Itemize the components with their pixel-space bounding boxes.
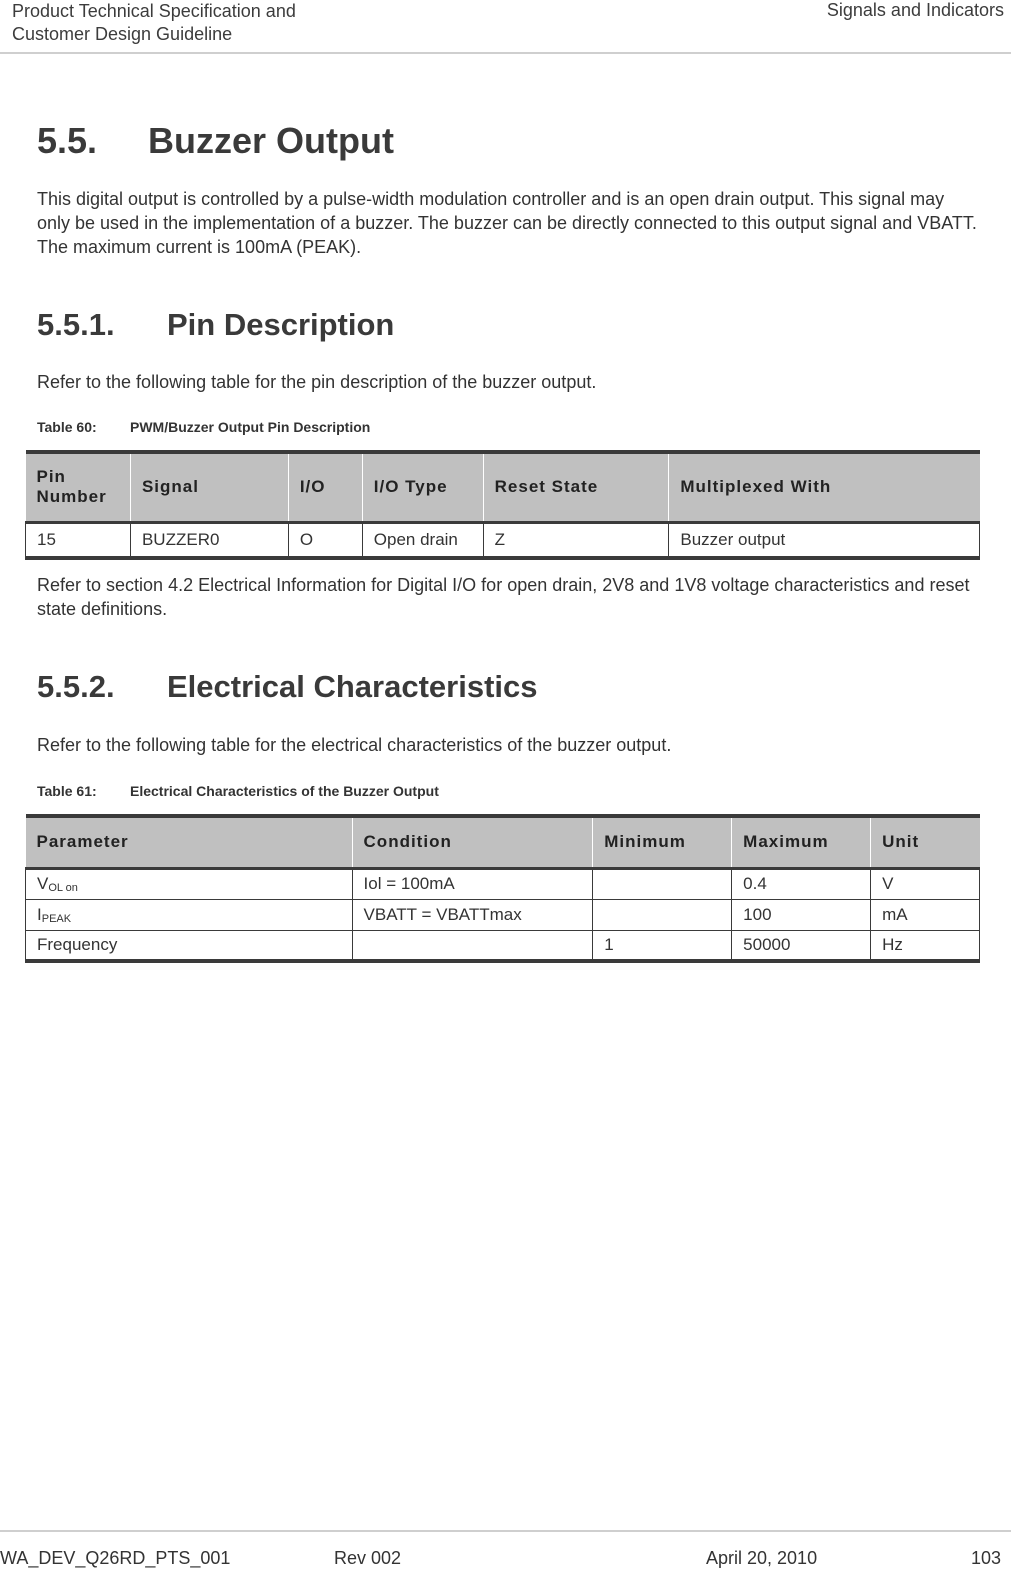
- maximum-cell: 0.4: [732, 868, 871, 899]
- col-header: Maximum: [732, 816, 871, 868]
- section-heading: [37, 120, 394, 162]
- condition-cell: Iol = 100mA: [352, 868, 593, 899]
- minimum-cell: [593, 899, 732, 930]
- table-cell: Buzzer output: [669, 522, 980, 558]
- minimum-cell: 1: [593, 930, 732, 961]
- pin-description-title: Pin Description: [167, 307, 395, 342]
- table-cell: Open drain: [362, 522, 483, 558]
- table-61-caption-text: Electrical Characteristics of the Buzzer Output: [130, 783, 439, 799]
- condition-cell: VBATT = VBATTmax: [352, 899, 593, 930]
- table-cell: BUZZER0: [130, 522, 288, 558]
- col-header: Minimum: [593, 816, 732, 868]
- col-header: Reset State: [483, 452, 669, 522]
- table-60-caption: [37, 419, 370, 435]
- footer-revision: Rev 002: [334, 1548, 402, 1568]
- param-subscript: PEAK: [41, 912, 72, 925]
- table-row: [26, 930, 980, 961]
- pin-description-heading: [37, 307, 394, 343]
- electrical-table: [25, 814, 980, 963]
- maximum-cell: 100: [732, 899, 871, 930]
- page-footer: [0, 1530, 1011, 1585]
- unit-cell: Hz: [871, 930, 980, 961]
- minimum-cell: [593, 868, 732, 899]
- col-header: Signal: [130, 452, 288, 522]
- table-row: [26, 899, 980, 930]
- table-row: [26, 522, 980, 558]
- condition-cell: [352, 930, 593, 961]
- pin-description-intro: Refer to the following table for the pin description of the buzzer output.: [37, 372, 597, 392]
- col-header: Multiplexed With: [669, 452, 980, 522]
- param-cell: [26, 868, 353, 899]
- param-cell: [26, 930, 353, 961]
- table-61-caption: [37, 783, 439, 799]
- table-cell: 15: [26, 522, 131, 558]
- pin-description-number: 5.5.1.: [37, 307, 115, 342]
- table-60-caption-number: Table 60:: [37, 419, 97, 435]
- table-60-caption-text: PWM/Buzzer Output Pin Description: [130, 419, 371, 435]
- param-cell: [26, 899, 353, 930]
- header-title-line1: Product Technical Specification and: [12, 1, 296, 21]
- table-header-row: [26, 816, 980, 868]
- col-header: Pin Number: [26, 452, 131, 522]
- table-row: [26, 868, 980, 899]
- col-header: I/O Type: [362, 452, 483, 522]
- electrical-heading: [37, 669, 538, 705]
- param-main: Frequency: [37, 934, 118, 954]
- electrical-title: Electrical Characteristics: [167, 669, 538, 704]
- table-header-row: [26, 452, 980, 522]
- unit-cell: mA: [871, 899, 980, 930]
- col-header: Parameter: [26, 816, 353, 868]
- page-header: [0, 0, 1011, 54]
- header-doc-title: [12, 0, 296, 46]
- col-header: Condition: [352, 816, 593, 868]
- footer-date: April 20, 2010: [706, 1548, 818, 1568]
- unit-cell: V: [871, 868, 980, 899]
- header-title-line2: Customer Design Guideline: [12, 24, 233, 44]
- footer-page-number: 103: [970, 1548, 1001, 1568]
- electrical-number: 5.5.2.: [37, 669, 115, 704]
- electrical-intro: Refer to the following table for the electrical characteristics of the buzzer output.: [37, 735, 672, 755]
- param-main: I: [37, 904, 42, 924]
- col-header: Unit: [871, 816, 980, 868]
- header-chapter-title: Signals and Indicators: [826, 0, 1004, 20]
- param-main: V: [37, 874, 49, 893]
- section-title: Buzzer Output: [148, 120, 394, 161]
- param-subscript: OL on: [48, 882, 78, 894]
- footer-doc-id: WA_DEV_Q26RD_PTS_001: [0, 1548, 231, 1568]
- col-header: I/O: [288, 452, 362, 522]
- table-61-caption-number: Table 61:: [37, 783, 97, 799]
- pin-description-note: Refer to section 4.2 Electrical Information for Digital I/O for open drain, 2V8 and 1V8 voltage characteristics and reset state definitions.: [37, 575, 970, 619]
- pin-description-table: [25, 450, 980, 560]
- section-intro: This digital output is controlled by a pulse-width modulation controller and is an open drain output. This signal may only be used in the implementation of a buzzer. The buzzer can be directly connected to this output signal and VBATT. The maximum current is 100mA (PEAK).: [37, 189, 977, 257]
- section-number: 5.5.: [37, 120, 98, 161]
- maximum-cell: 50000: [732, 930, 871, 961]
- table-cell: O: [288, 522, 362, 558]
- table-cell: Z: [483, 522, 669, 558]
